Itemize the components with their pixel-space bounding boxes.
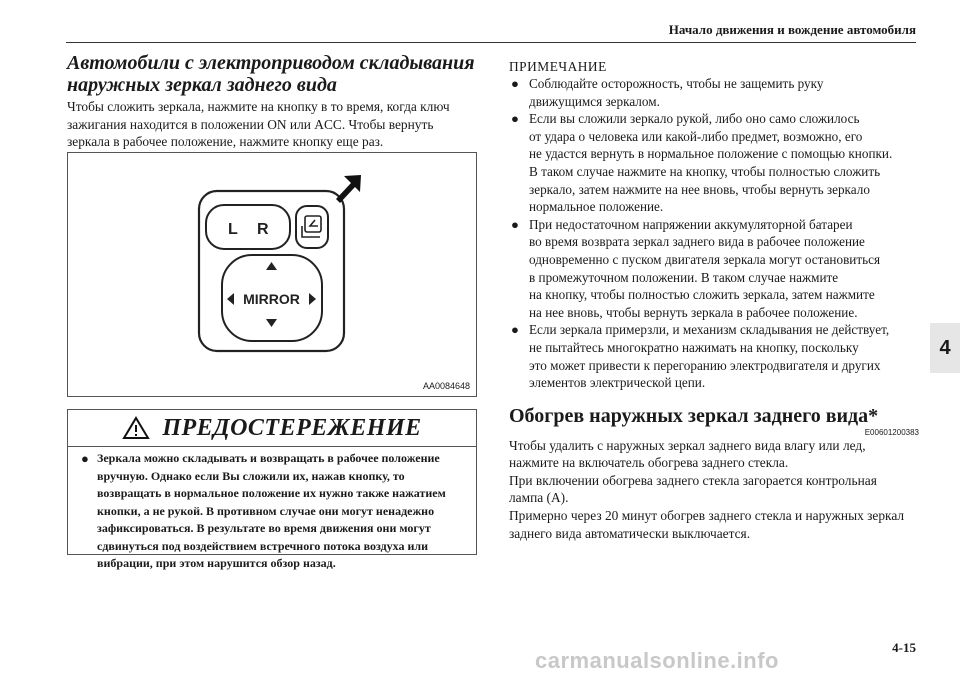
chapter-tab[interactable]: 4 xyxy=(930,323,960,373)
page-number: 4-15 xyxy=(892,640,916,655)
fold-button xyxy=(296,206,328,248)
arrow-right-icon xyxy=(309,293,316,305)
note-item xyxy=(509,321,919,391)
note-line: это может привести к перегоранию электродвигателя и других xyxy=(529,357,881,373)
note-item xyxy=(509,75,919,110)
body-line: При включении обогрева заднего стекла загорается контрольная xyxy=(509,472,877,488)
warning-triangle-icon xyxy=(122,416,150,440)
body-line-1: Чтобы сложить зеркала, нажмите на кнопку в то время, когда ключ xyxy=(67,99,450,114)
warning-line: вибрации, при этом нарушится обзор назад. xyxy=(97,556,336,570)
warning-line: Зеркала можно складывать и возвращать в рабочее положение xyxy=(97,451,440,465)
note-line: от удара о человека или какой-либо предмет, возможно, его xyxy=(529,128,863,144)
note-text xyxy=(529,75,823,110)
section-heated-mirrors-title: Обогрев наружных зеркал заднего вида* xyxy=(509,404,879,427)
note-text xyxy=(529,321,889,391)
section-heated-mirrors-body xyxy=(509,437,919,543)
body-line: Чтобы удалить с наружных зеркал заднего вида влагу или лед, xyxy=(509,437,866,453)
warning-body xyxy=(81,450,466,573)
mirror-switch-illustration xyxy=(68,153,476,396)
lr-selector xyxy=(206,205,290,249)
warning-title: ПРЕДОСТЕРЕЖЕНИЕ xyxy=(162,414,422,441)
section-body xyxy=(67,98,479,151)
note-label: ПРИМЕЧАНИЕ xyxy=(509,59,607,74)
body-line: заднего вида автоматически выключается. xyxy=(509,525,751,541)
watermark: carmanualsonline.info xyxy=(535,648,779,673)
arrow-up-icon xyxy=(266,262,277,270)
bullet-dot-icon: ● xyxy=(511,216,519,232)
mirror-switch-figure xyxy=(67,152,477,397)
note-line: в промежуточном положении. В таком случае нажмите xyxy=(529,269,839,285)
section-folding-mirrors xyxy=(67,52,479,151)
body-line-3: зеркала в рабочее положение, нажмите кнопку еще раз. xyxy=(67,134,384,149)
section-code: E00601200383 xyxy=(864,427,919,437)
body-line: лампа (A). xyxy=(509,490,569,506)
note-line: элементов электрической цепи. xyxy=(529,375,706,391)
arrow-down-icon xyxy=(266,319,277,327)
figure-code: AA0084648 xyxy=(422,381,470,391)
section-title xyxy=(67,52,479,96)
warning-line: вручную. Однако если Вы сложили их, нажав кнопку, то xyxy=(97,468,405,483)
warning-header xyxy=(68,410,476,447)
section-title-line-2: наружных зеркал заднего вида xyxy=(67,74,337,96)
note-line: Если вы сложили зеркало рукой, либо оно само сложилось xyxy=(529,111,860,127)
note-line: нормальное положение. xyxy=(529,199,664,215)
fold-mirror-icon xyxy=(302,216,321,237)
note-line: Если зеркала примерзли, и механизм складывания не действует, xyxy=(529,322,890,338)
section-title-line-1: Автомобили с электроприводом складывания xyxy=(67,52,475,74)
pointer-arrow-icon xyxy=(336,175,361,203)
note-line: Соблюдайте осторожность, чтобы не защемить руку xyxy=(529,76,824,91)
bullet-dot-icon: ● xyxy=(81,451,89,466)
warning-line: сдвинуться под воздействием встречного потока воздуха или xyxy=(97,538,429,553)
note-line: одновременно с пуском двигателя зеркала могут остановиться xyxy=(529,251,881,267)
note-line: на кнопку, чтобы полностью сложить зеркала, затем нажмите xyxy=(529,287,875,303)
right-column xyxy=(509,59,919,542)
note-text xyxy=(529,216,880,322)
bullet-dot-icon: ● xyxy=(511,322,519,338)
running-header: Начало движения и вождение автомобиля xyxy=(668,22,916,37)
arrow-left-icon xyxy=(227,293,234,305)
label-r: R xyxy=(257,221,269,238)
label-mirror: MIRROR xyxy=(243,291,300,307)
body-line: Примерно через 20 минут обогрев заднего стекла и наружных зеркал xyxy=(509,508,905,524)
note-text xyxy=(529,110,892,216)
warning-line: возвращать в нормальное положение их нужно также нажатием xyxy=(97,486,446,500)
note-line: на нее вновь, чтобы вернуть зеркала в рабочее положение. xyxy=(529,304,858,320)
note-line: движущимся зеркалом. xyxy=(529,93,660,109)
warning-text xyxy=(97,450,446,573)
note-line: не пытайтесь многократно нажимать на кнопку, поскольку xyxy=(529,339,859,355)
warning-box xyxy=(67,409,477,570)
note-line: во время возврата зеркал заднего вида в рабочее положение xyxy=(529,234,865,250)
bullet-dot-icon: ● xyxy=(511,111,519,127)
warning-bullet xyxy=(81,450,466,573)
header-rule xyxy=(66,42,916,43)
warning-line: кнопки, а не рукой. В противном случае они могут ненадежно xyxy=(97,503,435,518)
warning-line: зафиксироваться. В результате во время движения они могут xyxy=(97,521,431,535)
note-line: При недостаточном напряжении аккумуляторной батареи xyxy=(529,216,853,232)
note-line: не удастся вернуть в нормальное положение с помощью кнопки. xyxy=(529,146,893,162)
label-l: L xyxy=(228,221,238,238)
note-item xyxy=(509,216,919,322)
body-line-2: зажигания находится в положении ON или ACC. Чтобы вернуть xyxy=(67,116,434,132)
body-line: нажмите на включатель обогрева заднего стекла. xyxy=(509,455,789,471)
bullet-dot-icon: ● xyxy=(511,76,519,91)
note-item xyxy=(509,110,919,216)
note-list xyxy=(509,75,919,392)
note-line: зеркало, затем нажмите на нее вновь, чтобы вернуть зеркало xyxy=(529,181,870,197)
note-line: В таком случае нажмите на кнопку, чтобы полностью сложить xyxy=(529,163,881,179)
